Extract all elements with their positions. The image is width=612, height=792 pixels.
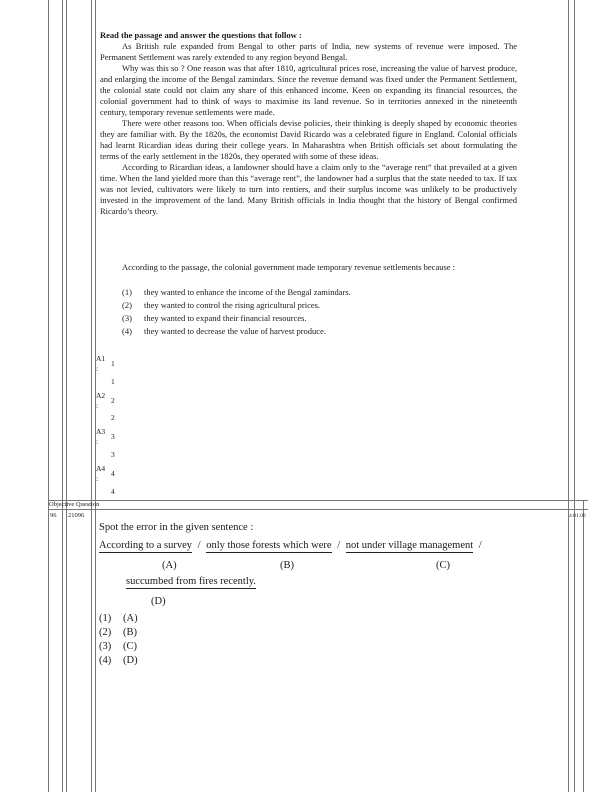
question-1-option[interactable]: (2) they wanted to control the rising agricultural prices. [122,300,321,310]
part-label-d: (D) [151,596,166,607]
answer-colon: : [96,474,99,483]
passage-heading: Read the passage and answer the questions that follow : [100,30,302,40]
grid-line [48,0,49,792]
grid-line [568,0,569,792]
question-1-option[interactable]: (4) they wanted to decrease the value of harvest produce. [122,326,326,336]
answer-colon: : [96,401,99,410]
answer-value: 3 [111,450,115,459]
answer-value: 1 [111,359,115,368]
passage-paragraph: There were other reasons too. When officials devise policies, their thinking is deeply shaped by economic theories they are familiar with. By the 1820s, the economist David Ricardo was a celebrated figure in England. Colonial officials had learnt Ricardian ideas during their college years. In Maharashtra when British officials set about formulating the terms of the early settlement in the 1820s, they operated with some of these ideas. [100,118,517,161]
passage-paragraph: As British rule expanded from Bengal to other parts of India, new systems of revenue were imposed. The Permanent Settlement was rarely extended to any region beyond Bengal. [100,41,517,62]
part-separator: / [478,540,482,551]
passage-paragraph: Why was this so ? One reason was that after 1810, agricultural prices rose, increasing the value of harvest produce, and enlarging the income of the Bengal zamindars. Since the revenue demand was fixed under the Permanent Settlement, the colonial state could not claim any share of this enhanced income. Keen on expanding its financial resources, the colonial government had to think of ways to maximise its land revenue. So in territories annexed in the nineteenth century, temporary revenue settlements were made. [100,63,517,117]
section-label: Objective Question [49,501,100,508]
grid-line [48,509,588,510]
grid-line [62,0,63,792]
part-separator: / [197,540,201,551]
question-2-option[interactable]: (2) (B) [99,627,137,638]
question-id: 21096 [68,512,85,519]
answer-value: 3 [111,432,115,441]
answer-value: 4 [111,487,115,496]
part-separator: / [337,540,341,551]
part-label-a: (A) [162,560,177,571]
grid-line [583,500,584,792]
question-2-option[interactable]: (4) (D) [99,655,138,666]
answer-colon: : [96,364,99,373]
grid-line [574,0,575,792]
answer-label: A1 [96,354,106,363]
answer-colon: : [96,437,99,446]
question-1-text: According to the passage, the colonial government made temporary revenue settlements because : [122,262,456,272]
answer-value: 2 [111,396,115,405]
question-2-text: Spot the error in the given sentence : [99,522,254,533]
sentence-part-d: succumbed from fires recently. [126,576,256,587]
answer-label: A2 [96,391,106,400]
part-label-c: (C) [436,560,450,571]
question-1-option[interactable]: (1) they wanted to enhance the income of the Bengal zamindars. [122,287,351,297]
sentence-part-a: According to a survey [99,540,193,551]
grid-line [91,0,92,792]
answer-value: 1 [111,377,115,386]
question-1-option[interactable]: (3) they wanted to expand their financial resources. [122,313,307,323]
sentence-line-2 [126,575,256,588]
answer-label: A4 [96,464,106,473]
sentence-part-c: not under village management [345,540,474,551]
question-2-option[interactable]: (1) (A) [99,613,138,624]
grid-line [66,0,67,792]
question-serial: 96 [50,512,57,519]
answer-label: A3 [96,427,106,436]
answer-value: 2 [111,413,115,422]
grid-line [48,500,588,501]
question-negative-marks: 1.00 [576,513,586,519]
reading-passage [100,30,517,217]
passage-paragraph: According to Ricardian ideas, a landowner should have a claim only to the “average rent” that prevailed at a given time. When the land yielded more than this “average rent”, the landowner had a surplus that the state needed to tax. If tax was not levied, cultivators were likely to turn into rentiers, and their surplus income was unlikely to be productively invested in the improvement of the land. Many British officials in India thought that the history of Bengal confirmed Ricardo’s theory. [100,162,517,216]
sentence-line-1 [99,539,485,552]
question-2-option[interactable]: (3) (C) [99,641,137,652]
part-label-b: (B) [280,560,294,571]
sentence-part-b: only those forests which were [206,540,332,551]
question-marks: 4.0 [569,513,576,519]
answer-value: 4 [111,469,115,478]
